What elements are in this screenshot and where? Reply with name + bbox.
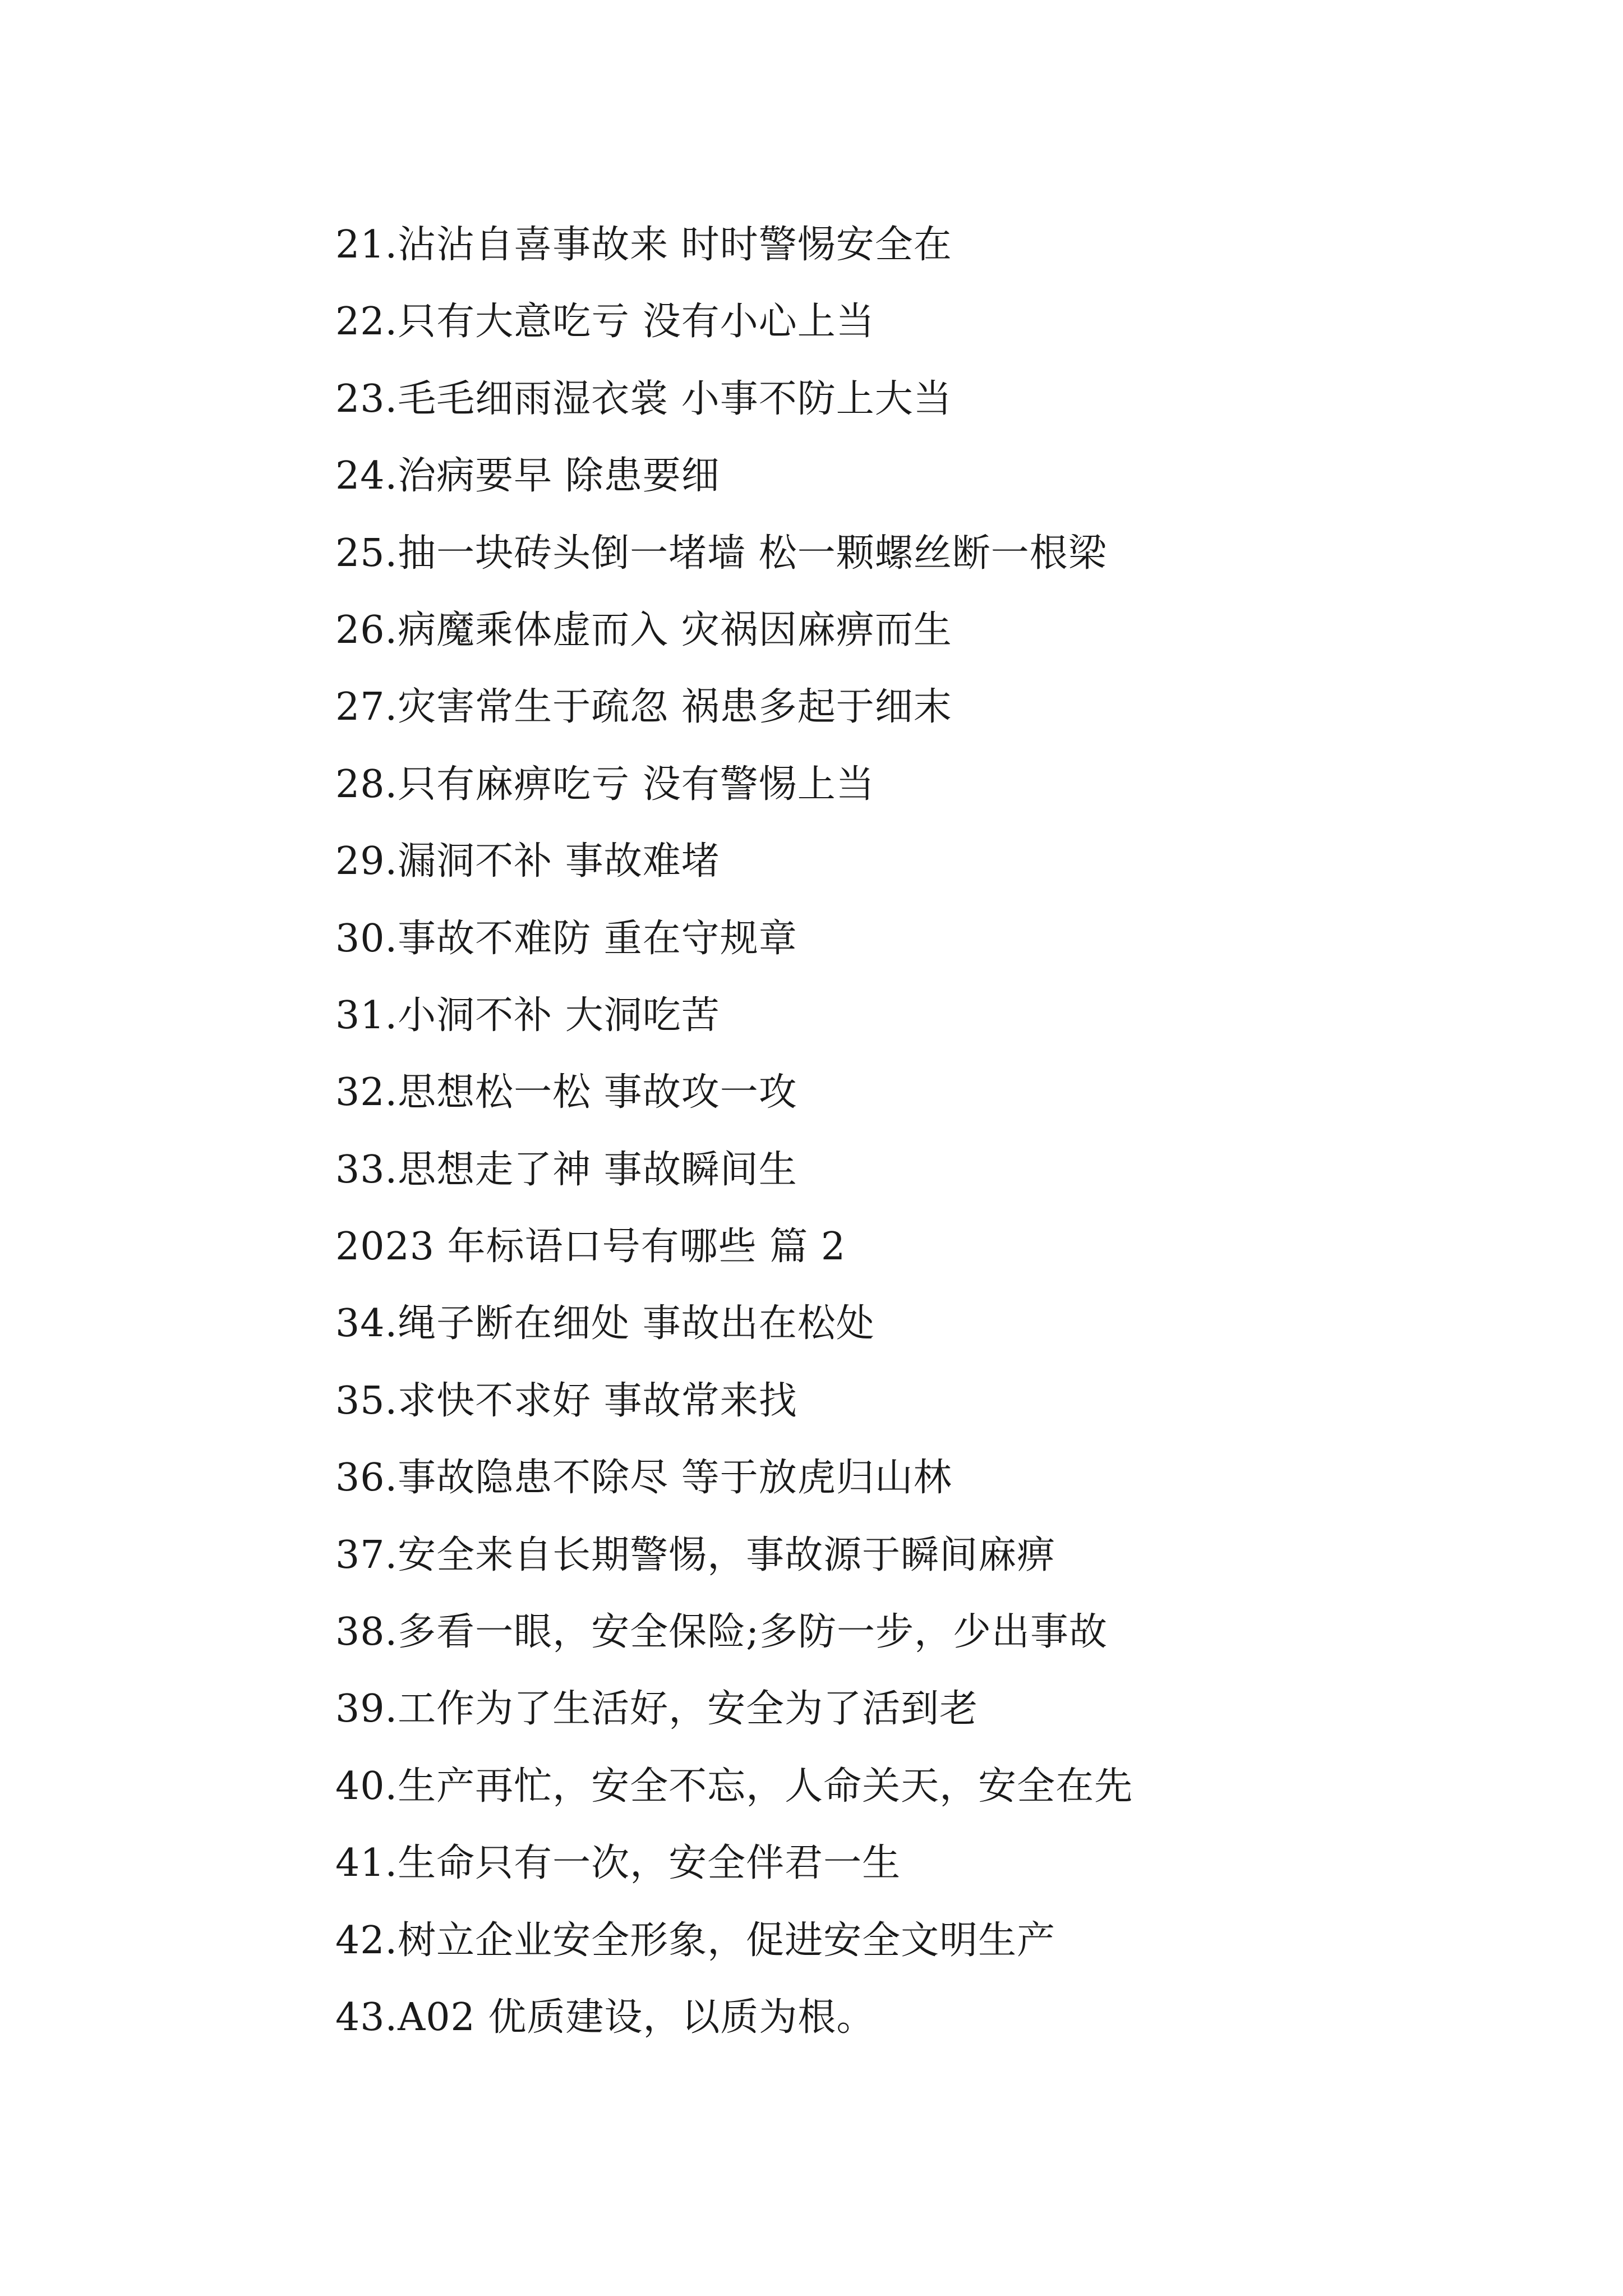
slogan-line: 39.工作为了生活好，安全为了活到老 [335,1687,979,1732]
slogan-line: 36.事故隐患不除尽 等于放虎归山林 [335,1456,952,1501]
slogan-line: 28.只有麻痹吃亏 没有警惕上当 [335,762,875,807]
slogan-line: 23.毛毛细雨湿衣裳 小事不防上大当 [335,376,952,421]
slogan-line: 41.生命只有一次，安全伴君一生 [335,1841,901,1886]
slogan-line: 31.小洞不补 大洞吃苦 [335,993,720,1038]
slogan-line: 30.事故不难防 重在守规章 [335,916,797,961]
slogan-line: 43.A02 优质建设，以质为根。 [335,1995,875,2040]
slogan-line: 22.只有大意吃亏 没有小心上当 [335,300,875,344]
slogan-line: 24.治病要早 除患要细 [335,454,720,499]
slogan-line: 27.灾害常生于疏忽 祸患多起于细末 [335,685,952,730]
slogan-line: 25.抽一块砖头倒一堵墙 松一颗螺丝断一根梁 [335,531,1107,576]
section-heading: 2023 年标语口号有哪些 篇 2 [335,1225,846,1269]
slogan-line: 33.思想走了神 事故瞬间生 [335,1147,797,1192]
slogan-list [335,206,1541,2056]
slogan-line: 42.树立企业安全形象，促进安全文明生产 [335,1918,1056,1963]
slogan-line: 21.沾沾自喜事故来 时时警惕安全在 [335,223,952,267]
slogan-line: 26.病魔乘体虚而入 灾祸因麻痹而生 [335,608,952,652]
slogan-line: 38.多看一眼，安全保险;多防一步，少出事故 [335,1610,1108,1655]
slogan-line: 32.思想松一松 事故攻一攻 [335,1070,797,1115]
slogan-line: 34.绳子断在细处 事故出在松处 [335,1301,875,1346]
slogan-line: 40.生产再忙，安全不忘，人命关天，安全在先 [335,1764,1133,1809]
slogan-line: 29.漏洞不补 事故难堵 [335,839,720,884]
slogan-line: 35.求快不求好 事故常来找 [335,1378,797,1423]
slogan-line: 37.安全来自长期警惕，事故源于瞬间麻痹 [335,1533,1056,1577]
